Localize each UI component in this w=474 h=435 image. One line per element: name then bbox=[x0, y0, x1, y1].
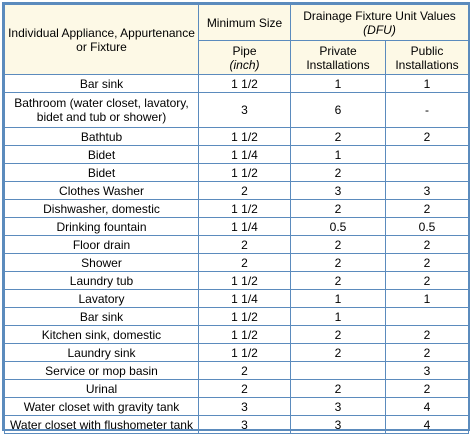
private-cell: 6 bbox=[291, 93, 386, 128]
public-cell: - bbox=[386, 93, 469, 128]
pipe-cell: 1 1/2 bbox=[199, 308, 291, 326]
pipe-cell: 1 1/2 bbox=[199, 75, 291, 93]
private-cell: 3 bbox=[291, 416, 386, 434]
public-cell: 2 bbox=[386, 380, 469, 398]
pipe-cell: 2 bbox=[199, 236, 291, 254]
table-row bbox=[5, 344, 469, 362]
table-row bbox=[5, 326, 469, 344]
private-cell: 2 bbox=[291, 164, 386, 182]
header-min-size: Minimum Size bbox=[199, 5, 291, 41]
table-row bbox=[5, 218, 469, 236]
table-row bbox=[5, 182, 469, 200]
table-row bbox=[5, 93, 469, 128]
private-cell: 1 bbox=[291, 75, 386, 93]
public-cell: 1 bbox=[386, 290, 469, 308]
table-row bbox=[5, 75, 469, 93]
private-cell bbox=[291, 362, 386, 380]
table-row bbox=[5, 416, 469, 434]
table-row bbox=[5, 146, 469, 164]
fixture-cell: Bidet bbox=[5, 146, 199, 164]
table-body bbox=[5, 75, 469, 434]
pipe-cell: 3 bbox=[199, 93, 291, 128]
public-cell: 0.5 bbox=[386, 218, 469, 236]
pipe-cell: 2 bbox=[199, 362, 291, 380]
table-row bbox=[5, 200, 469, 218]
pipe-cell: 1 1/2 bbox=[199, 344, 291, 362]
table-row bbox=[5, 236, 469, 254]
table-row bbox=[5, 380, 469, 398]
header-dfu bbox=[291, 5, 469, 41]
pipe-cell: 1 1/4 bbox=[199, 290, 291, 308]
private-cell: 2 bbox=[291, 200, 386, 218]
fixture-cell: Dishwasher, domestic bbox=[5, 200, 199, 218]
private-cell: 2 bbox=[291, 236, 386, 254]
public-cell: 3 bbox=[386, 182, 469, 200]
pipe-cell: 1 1/2 bbox=[199, 200, 291, 218]
private-cell: 1 bbox=[291, 290, 386, 308]
pipe-cell: 2 bbox=[199, 380, 291, 398]
fixture-cell: Water closet with flushometer tank bbox=[5, 416, 199, 434]
private-cell: 3 bbox=[291, 182, 386, 200]
pipe-cell: 3 bbox=[199, 398, 291, 416]
dfu-table-frame bbox=[2, 2, 470, 431]
pipe-cell: 1 1/2 bbox=[199, 128, 291, 146]
header-appliance: Individual Appliance, Appurtenance or Fixture bbox=[5, 5, 199, 75]
header-dfu-unit: (DFU) bbox=[363, 22, 396, 37]
pipe-cell: 1 1/2 bbox=[199, 164, 291, 182]
table-row bbox=[5, 398, 469, 416]
public-cell: 2 bbox=[386, 200, 469, 218]
pipe-cell: 2 bbox=[199, 182, 291, 200]
table-row bbox=[5, 362, 469, 380]
private-cell: 2 bbox=[291, 344, 386, 362]
pipe-cell: 1 1/4 bbox=[199, 218, 291, 236]
table-row bbox=[5, 272, 469, 290]
pipe-cell: 1 1/4 bbox=[199, 146, 291, 164]
fixture-cell: Clothes Washer bbox=[5, 182, 199, 200]
header-private: Private Installations bbox=[291, 41, 386, 75]
public-cell: 4 bbox=[386, 416, 469, 434]
public-cell: 2 bbox=[386, 254, 469, 272]
fixture-cell: Water closet with gravity tank bbox=[5, 398, 199, 416]
public-cell bbox=[386, 164, 469, 182]
fixture-cell: Bar sink bbox=[5, 308, 199, 326]
private-cell: 1 bbox=[291, 308, 386, 326]
public-cell: 2 bbox=[386, 236, 469, 254]
fixture-cell: Urinal bbox=[5, 380, 199, 398]
fixture-cell: Floor drain bbox=[5, 236, 199, 254]
table-row bbox=[5, 290, 469, 308]
fixture-cell: Bidet bbox=[5, 164, 199, 182]
public-cell: 2 bbox=[386, 326, 469, 344]
header-pipe bbox=[199, 41, 291, 75]
fixture-cell: Drinking fountain bbox=[5, 218, 199, 236]
private-cell: 0.5 bbox=[291, 218, 386, 236]
dfu-table bbox=[4, 4, 469, 434]
pipe-cell: 2 bbox=[199, 254, 291, 272]
private-cell: 2 bbox=[291, 380, 386, 398]
pipe-cell: 3 bbox=[199, 416, 291, 434]
fixture-cell: Laundry tub bbox=[5, 272, 199, 290]
public-cell: 2 bbox=[386, 128, 469, 146]
fixture-cell: Bathroom (water closet, lavatory, bidet and tub or shower) bbox=[5, 93, 199, 128]
table-row bbox=[5, 308, 469, 326]
header-dfu-title: Drainage Fixture Unit Values bbox=[303, 8, 456, 23]
private-cell: 2 bbox=[291, 254, 386, 272]
public-cell: 4 bbox=[386, 398, 469, 416]
pipe-cell: 1 1/2 bbox=[199, 326, 291, 344]
table-row bbox=[5, 128, 469, 146]
table-row bbox=[5, 164, 469, 182]
fixture-cell: Bar sink bbox=[5, 75, 199, 93]
fixture-cell: Kitchen sink, domestic bbox=[5, 326, 199, 344]
header-public: Public Installations bbox=[386, 41, 469, 75]
public-cell bbox=[386, 308, 469, 326]
fixture-cell: Shower bbox=[5, 254, 199, 272]
fixture-cell: Lavatory bbox=[5, 290, 199, 308]
private-cell: 1 bbox=[291, 146, 386, 164]
public-cell: 2 bbox=[386, 272, 469, 290]
table-header bbox=[5, 5, 469, 75]
private-cell: 3 bbox=[291, 398, 386, 416]
fixture-cell: Laundry sink bbox=[5, 344, 199, 362]
private-cell: 2 bbox=[291, 128, 386, 146]
public-cell: 1 bbox=[386, 75, 469, 93]
public-cell bbox=[386, 146, 469, 164]
fixture-cell: Service or mop basin bbox=[5, 362, 199, 380]
header-pipe-label: Pipe bbox=[232, 43, 257, 58]
header-pipe-unit: (inch) bbox=[229, 57, 260, 72]
fixture-cell: Bathtub bbox=[5, 128, 199, 146]
table-row bbox=[5, 254, 469, 272]
public-cell: 2 bbox=[386, 344, 469, 362]
private-cell: 2 bbox=[291, 326, 386, 344]
public-cell: 3 bbox=[386, 362, 469, 380]
private-cell: 2 bbox=[291, 272, 386, 290]
pipe-cell: 1 1/2 bbox=[199, 272, 291, 290]
